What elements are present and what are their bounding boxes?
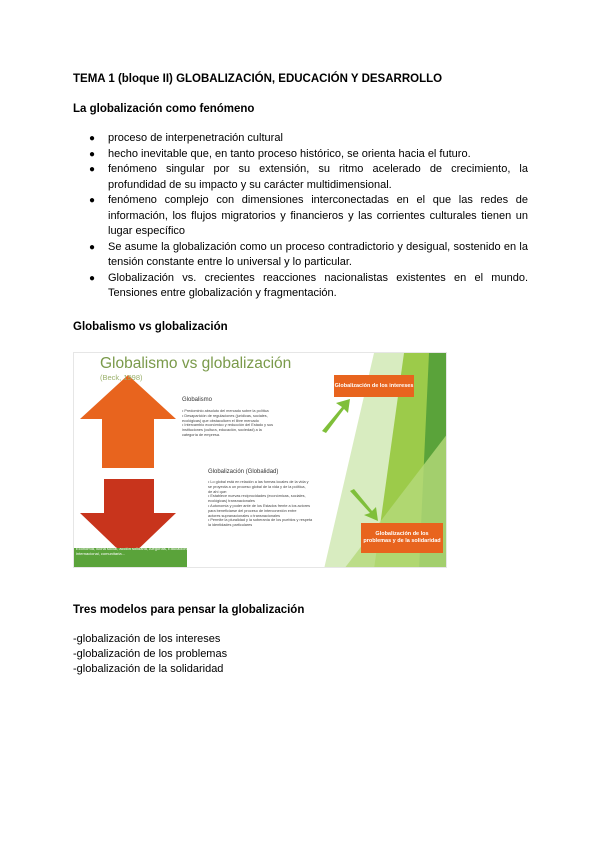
bullet-icon: ● (89, 195, 96, 206)
document-title: TEMA 1 (bloque II) GLOBALIZACIÓN, EDUCACIÓN Y DESARROLLO (73, 73, 443, 85)
slide-title: Globalismo vs globalización (100, 355, 292, 372)
green-arrow-up-icon (322, 399, 350, 433)
list-item: ● fenómeno singular por su extensión, su ritmo acelerado de crecimiento, la profundidad de su impacto y su carácter multidimensional. (89, 163, 528, 191)
list-item: -globalización de la solidaridad (73, 663, 224, 675)
section-heading-modelos: Tres modelos para pensar la globalización (73, 604, 305, 616)
list-item: -globalización de los intereses (73, 633, 221, 645)
problemas-box: Globalización de los problemas y de la solidaridad (361, 523, 443, 553)
globalismo-text: • Predominio absoluto del mercado sobre la política • Desaparición de regulaciones (jurídicas, sociales, ecológicas) que obstaculicen el libre mercado • Intercambio económico y reducción del Estado y sus instituciones (cultura, educación, sociedad) a la categoría de empresa. (182, 409, 274, 437)
bullet-icon: ● (89, 148, 96, 160)
globalizacion-heading: Globalización (Globalidad) (208, 469, 279, 475)
intereses-box: Globalización de los intereses (334, 375, 414, 397)
slide-subtitle: (Beck, 1998) (100, 373, 143, 382)
bullet-icon: ● (89, 272, 96, 284)
globalismo-heading: Globalismo (182, 397, 213, 403)
green-bar-text: Economía, lucha social, acción solidaria, Alegorías, Educación internacional, comunitaria... (76, 546, 187, 556)
bullet-icon: ● (89, 164, 96, 175)
list-item: ● Globalización vs. crecientes reacciones nacionalistas existentes en el mundo. Tensiones entre globalización y fragmentación. (89, 271, 528, 299)
section-heading-fenomeno: La globalización como fenómeno (73, 103, 255, 115)
bullet-icon: ● (89, 241, 96, 253)
list-item: ● Se asume la globalización como un proceso contradictorio y desigual, sostenido en la tensión constante entre lo universal y lo particular. (89, 240, 528, 268)
slide-image (73, 352, 447, 568)
bullet-icon: ● (89, 133, 96, 144)
list-item: ● fenómeno complejo con dimensiones interconectadas en el que las redes de información, los flujos migratorios y financieros y las corrientes culturales tienen un lugar específico (89, 194, 528, 237)
models-list (73, 632, 227, 677)
globalizacion-text: • Lo global está en relación a las formas locales de la vida y se proyecta a un proceso global de la vida y de la política, de ahí que: • Establece nuevas reciprocidades (económicas, sociales, ecológicas) transnacionales • Autonomía y poder ante de los Estados frente a los actores para beneficiarse del proceso de interconexión entre actores supranacionales o transnacionales • Permite la pluralidad y la soberanía de los pueblos y respeta la identidades particulares (208, 480, 313, 528)
list-item: -globalización de los problemas (73, 648, 228, 660)
list-item: ● hecho inevitable que, en tanto proceso histórico, se orienta hacia el futuro. (73, 147, 528, 163)
up-arrow-icon (80, 375, 176, 468)
list-item: ● proceso de interpenetración cultural (73, 131, 528, 147)
section-heading-globalismo: Globalismo vs globalización (73, 321, 228, 333)
bullet-list (73, 131, 528, 302)
